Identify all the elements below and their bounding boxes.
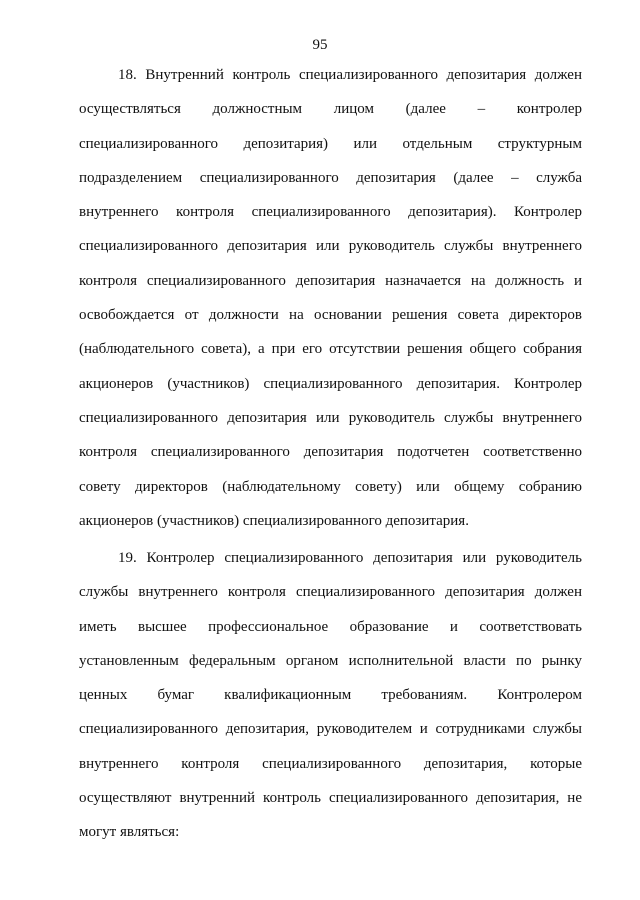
page-number: 95 [312, 37, 328, 53]
text-line: 19. Контролер специализированного депозитария или руководитель [118, 550, 582, 566]
text-line: акционеров (участников) специализированного депозитария. [79, 512, 469, 529]
text-line: могут являться: [79, 824, 180, 841]
text-line: специализированного депозитария) или отдельным структурным [79, 135, 582, 152]
text-line: осуществляться должностным лицом (далее – контролер [79, 101, 582, 118]
text-line: (наблюдательного совета), а при его отсутствии решения общего собрания [79, 341, 582, 358]
text-line: контроля специализированного депозитария назначается на должность и [79, 272, 582, 289]
text-line: службы внутреннего контроля специализированного депозитария должен [79, 584, 582, 601]
text-line: ценных бумаг квалификационным требованиям. Контролером [79, 687, 582, 704]
text-line: освобождается от должности на основании решения совета директоров [79, 307, 582, 324]
text-line: иметь высшее профессиональное образование и соответствовать [79, 618, 582, 635]
text-line: акционеров (участников) специализированного депозитария. Контролер [79, 375, 582, 392]
text-line: совету директоров (наблюдательному совету) или общему собранию [79, 478, 582, 495]
paragraph-18 [79, 58, 582, 538]
text-line: специализированного депозитария или руководитель службы внутреннего [79, 238, 582, 255]
text-line: 18. Внутренний контроль специализированного депозитария должен [118, 67, 582, 83]
text-line: подразделением специализированного депозитария (далее – служба [79, 169, 582, 186]
text-line: внутреннего контроля специализированного депозитария). Контролер [79, 204, 582, 221]
paragraph-19 [79, 541, 582, 850]
text-line: установленным федеральным органом исполнительной власти по рынку [79, 652, 582, 669]
text-line: контроля специализированного депозитария подотчетен соответственно [79, 444, 582, 461]
text-line: специализированного депозитария, руководителем и сотрудниками службы [79, 721, 582, 738]
text-line: специализированного депозитария или руководитель службы внутреннего [79, 409, 582, 426]
text-line: внутреннего контроля специализированного депозитария, которые [79, 755, 582, 772]
text-line: осуществляют внутренний контроль специализированного депозитария, не [79, 790, 582, 807]
